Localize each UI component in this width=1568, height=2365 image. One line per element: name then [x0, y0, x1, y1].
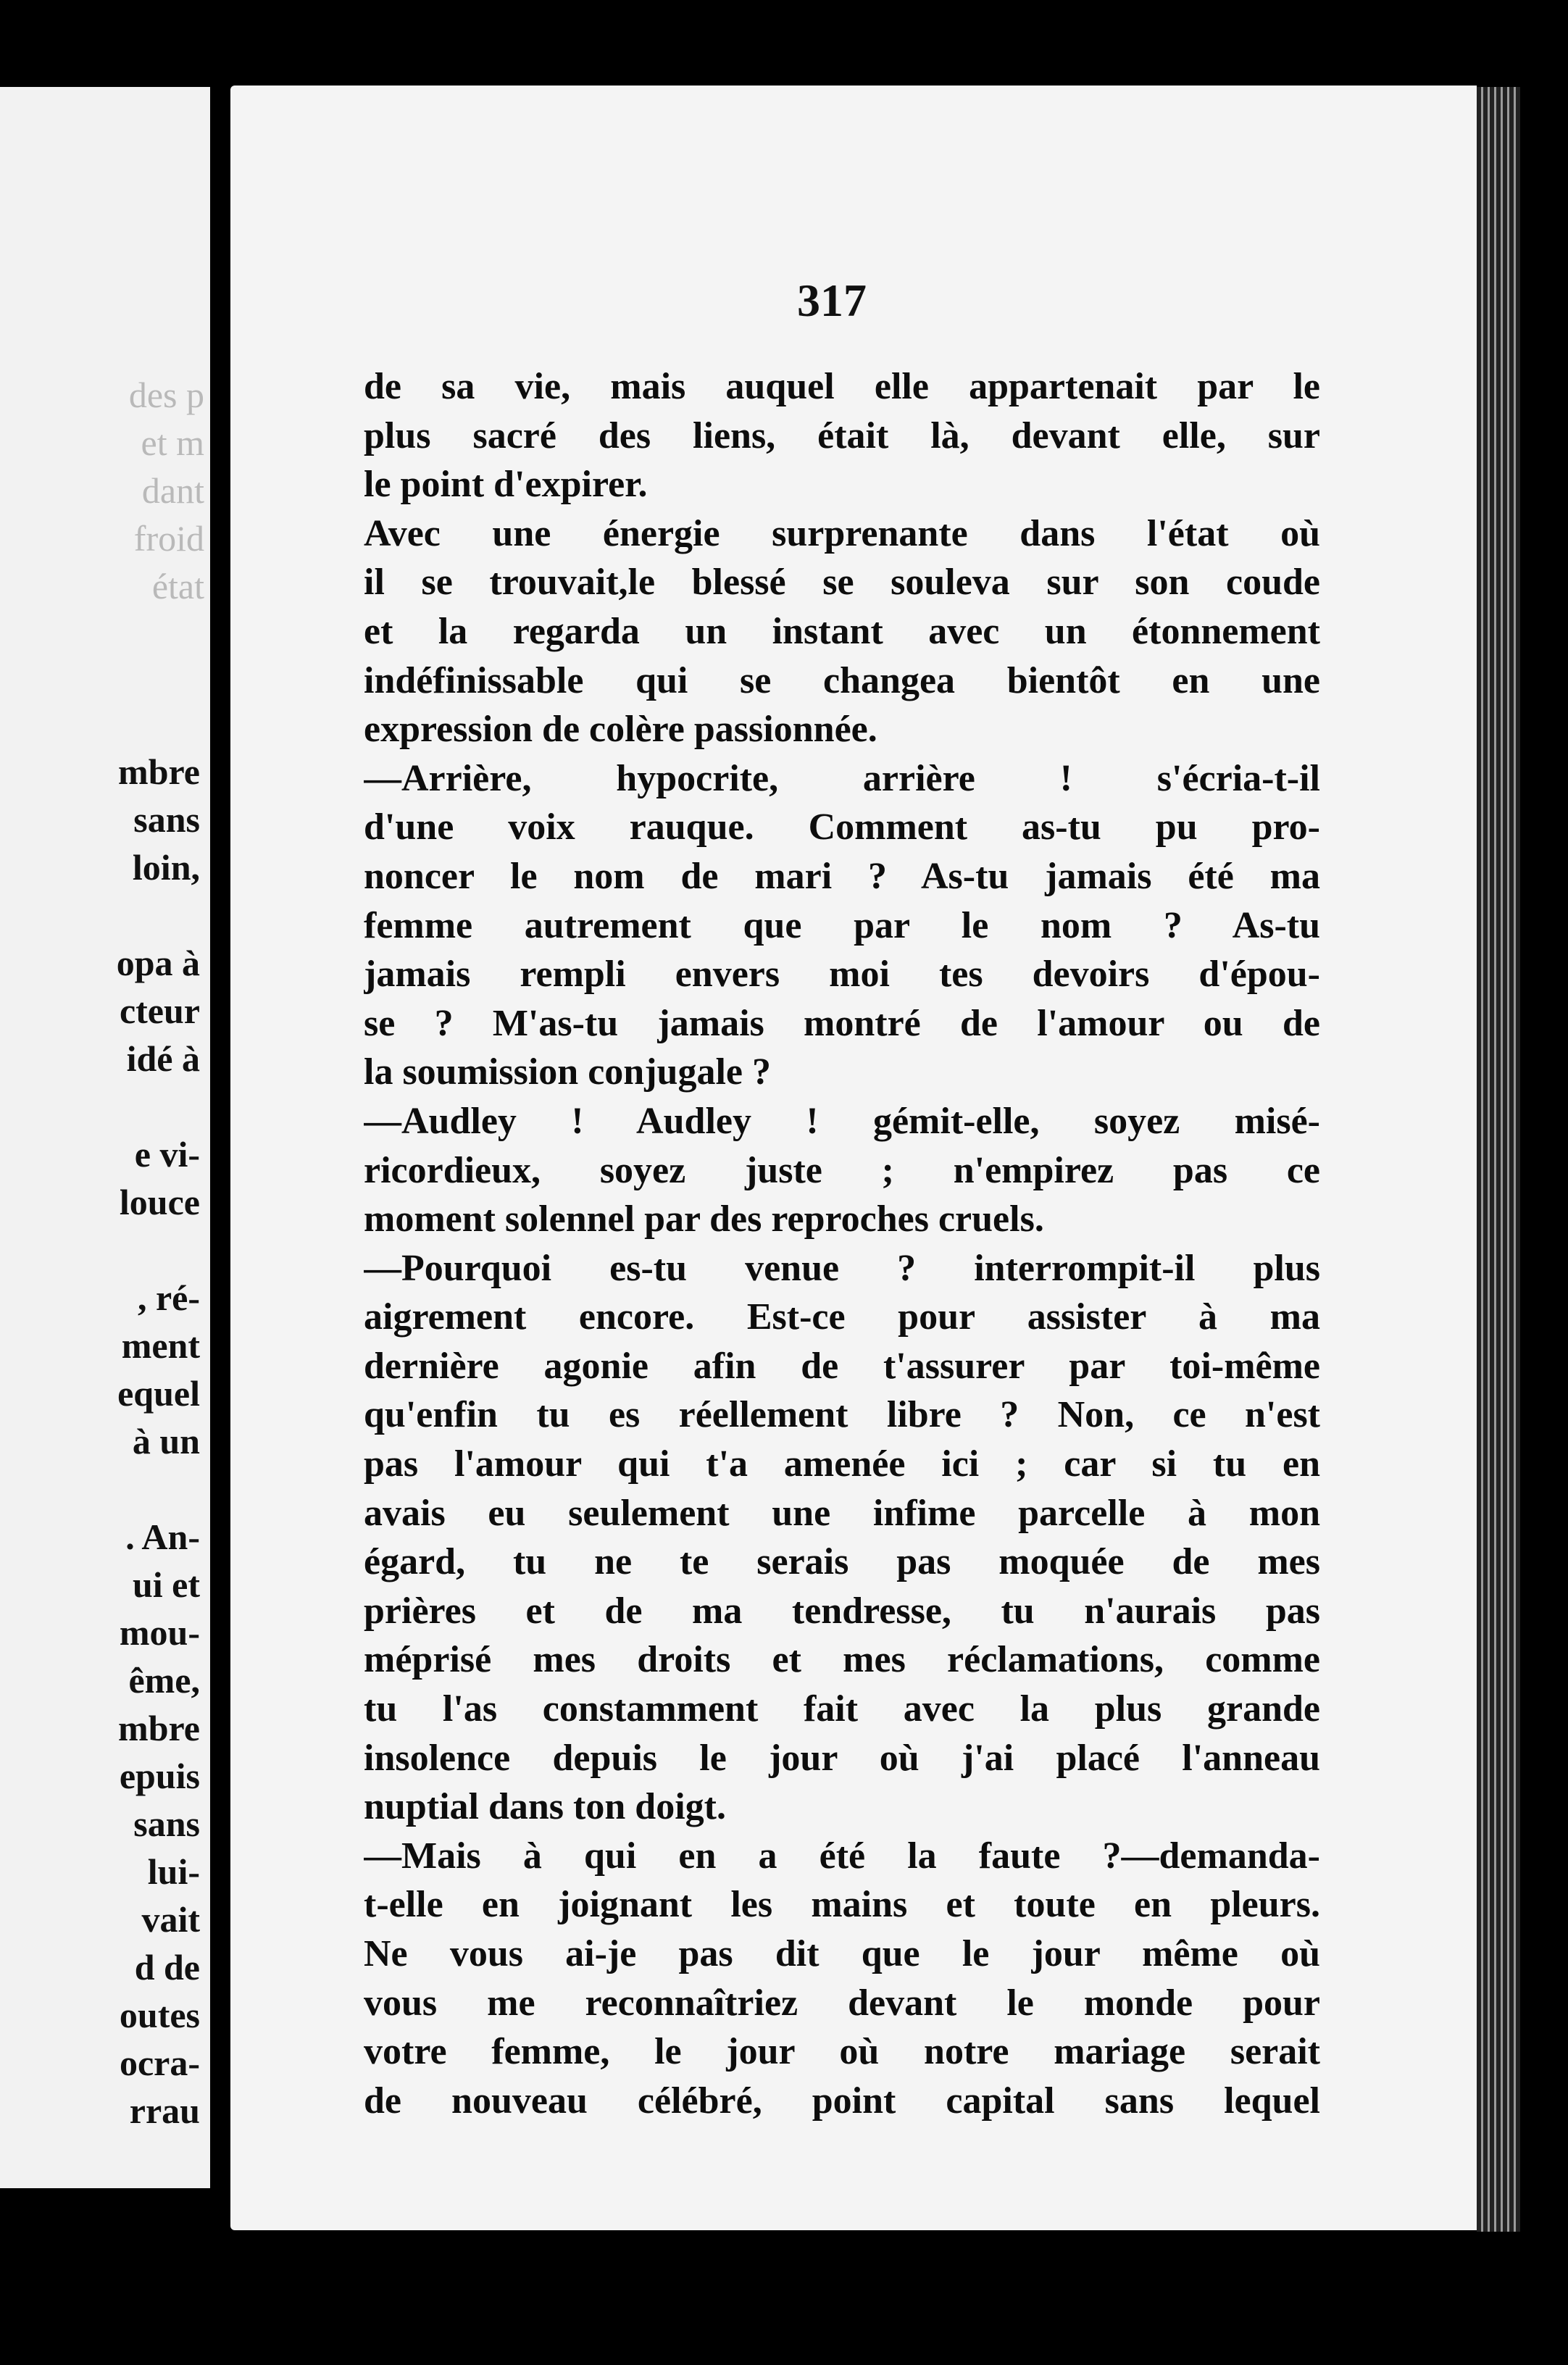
text-line: vous me reconnaîtriez devant le monde pour: [364, 1982, 1320, 2024]
text-line: qu'enfin tu es réellement libre ? Non, ce n'est: [364, 1394, 1320, 1436]
text-line: femme autrement que par le nom ? As-tu: [364, 904, 1320, 946]
left-page-fragment: equel: [117, 1373, 200, 1414]
text-line: insolence depuis le jour où j'ai placé l'anneau: [364, 1737, 1320, 1779]
left-page-fragment: ment: [121, 1325, 200, 1366]
left-page-ghost-fragment: froid: [133, 518, 204, 559]
left-page-fragment: louce: [119, 1182, 200, 1222]
text-line: d'une voix rauque. Comment as-tu pu pro-: [364, 806, 1320, 848]
left-facing-page: [0, 87, 210, 2188]
left-page-fragment: e vi-: [134, 1134, 200, 1175]
text-line: dernière agonie afin de t'assurer par toi-même: [364, 1345, 1320, 1387]
text-line: il se trouvait,le blessé se souleva sur son coude: [364, 562, 1320, 604]
text-line: méprisé mes droits et mes réclamations, comme: [364, 1639, 1320, 1681]
text-line: avais eu seulement une infime parcelle à mon: [364, 1492, 1320, 1534]
page-number: 317: [797, 275, 867, 326]
left-page-fragment: . An-: [125, 1517, 200, 1557]
left-page-fragment: idé à: [126, 1038, 200, 1079]
text-line: —Audley ! Audley ! gémit-elle, soyez misé-: [364, 1100, 1320, 1142]
text-line: nuptial dans ton doigt.: [364, 1786, 726, 1828]
text-line: pas l'amour qui t'a amenée ici ; car si tu en: [364, 1443, 1320, 1485]
text-line: indéfinissable qui se changea bientôt en une: [364, 659, 1320, 701]
text-line: tu l'as constamment fait avec la plus grande: [364, 1688, 1320, 1730]
left-page-fragment: opa à: [116, 943, 200, 983]
text-line: Ne vous ai-je pas dit que le jour même où: [364, 1933, 1320, 1974]
left-page-ghost-fragment: et m: [141, 422, 204, 463]
left-page-fragment: loin,: [132, 847, 200, 888]
left-page-fragment: à un: [132, 1421, 200, 1461]
left-page-fragment: sans: [133, 1803, 200, 1844]
text-line: se ? M'as-tu jamais montré de l'amour ou de: [364, 1002, 1320, 1044]
text-line: prières et de ma tendresse, tu n'aurais pas: [364, 1590, 1320, 1632]
left-page-fragment: d de: [134, 1947, 200, 1987]
left-page-fragment: ocra-: [119, 2043, 200, 2083]
text-line: —Arrière, hypocrite, arrière ! s'écria-t-il: [364, 757, 1320, 799]
text-line: égard, tu ne te serais pas moquée de mes: [364, 1541, 1320, 1583]
text-line: votre femme, le jour où notre mariage serait: [364, 2031, 1320, 2073]
text-line: et la regarda un instant avec un étonnement: [364, 610, 1320, 652]
text-line: ricordieux, soyez juste ; n'empirez pas ce: [364, 1149, 1320, 1191]
text-line: plus sacré des liens, était là, devant elle, sur: [364, 414, 1320, 456]
left-page-fragment: mou-: [119, 1612, 200, 1653]
text-line: —Mais à qui en a été la faute ?—demanda-: [364, 1835, 1320, 1877]
text-line: aigrement encore. Est-ce pour assister à ma: [364, 1296, 1320, 1338]
left-page-fragment: outes: [119, 1995, 200, 2035]
text-line: jamais rempli envers moi tes devoirs d'épou-: [364, 954, 1320, 996]
left-page-fragment: lui-: [147, 1851, 200, 1892]
text-line: de sa vie, mais auquel elle appartenait par le: [364, 366, 1320, 407]
text-line: de nouveau célébré, point capital sans lequel: [364, 2080, 1320, 2122]
text-line: moment solennel par des reproches cruels.: [364, 1198, 1044, 1240]
left-page-fragment: , ré-: [137, 1277, 200, 1318]
text-line: Avec une énergie surprenante dans l'état où: [364, 512, 1320, 554]
left-page-fragment: rrau: [129, 2090, 200, 2131]
left-page-ghost-fragment: des p: [128, 375, 204, 415]
text-line: expression de colère passionnée.: [364, 709, 877, 751]
left-page-ghost-fragment: dant: [141, 470, 204, 511]
left-page-fragment: mbre: [118, 751, 200, 792]
left-page-fragment: cteur: [119, 990, 200, 1031]
left-page-ghost-fragment: état: [151, 566, 204, 606]
text-line: noncer le nom de mari ? As-tu jamais été ma: [364, 855, 1320, 897]
page-body-text: [364, 362, 1320, 2125]
text-line: la soumission conjugale ?: [364, 1051, 771, 1093]
text-line: le point d'expirer.: [364, 464, 648, 506]
text-line: —Pourquoi es-tu venue ? interrompit-il plus: [364, 1247, 1320, 1289]
left-page-fragment: ui et: [132, 1564, 200, 1605]
page-edges: [1477, 87, 1520, 2232]
left-page-fragment: epuis: [119, 1756, 200, 1796]
left-page-fragment: mbre: [118, 1708, 200, 1748]
left-page-fragment: vait: [141, 1899, 200, 1940]
left-page-fragment: ême,: [128, 1660, 200, 1701]
text-line: t-elle en joignant les mains et toute en pleurs.: [364, 1884, 1320, 1926]
left-page-fragment: sans: [133, 799, 200, 840]
